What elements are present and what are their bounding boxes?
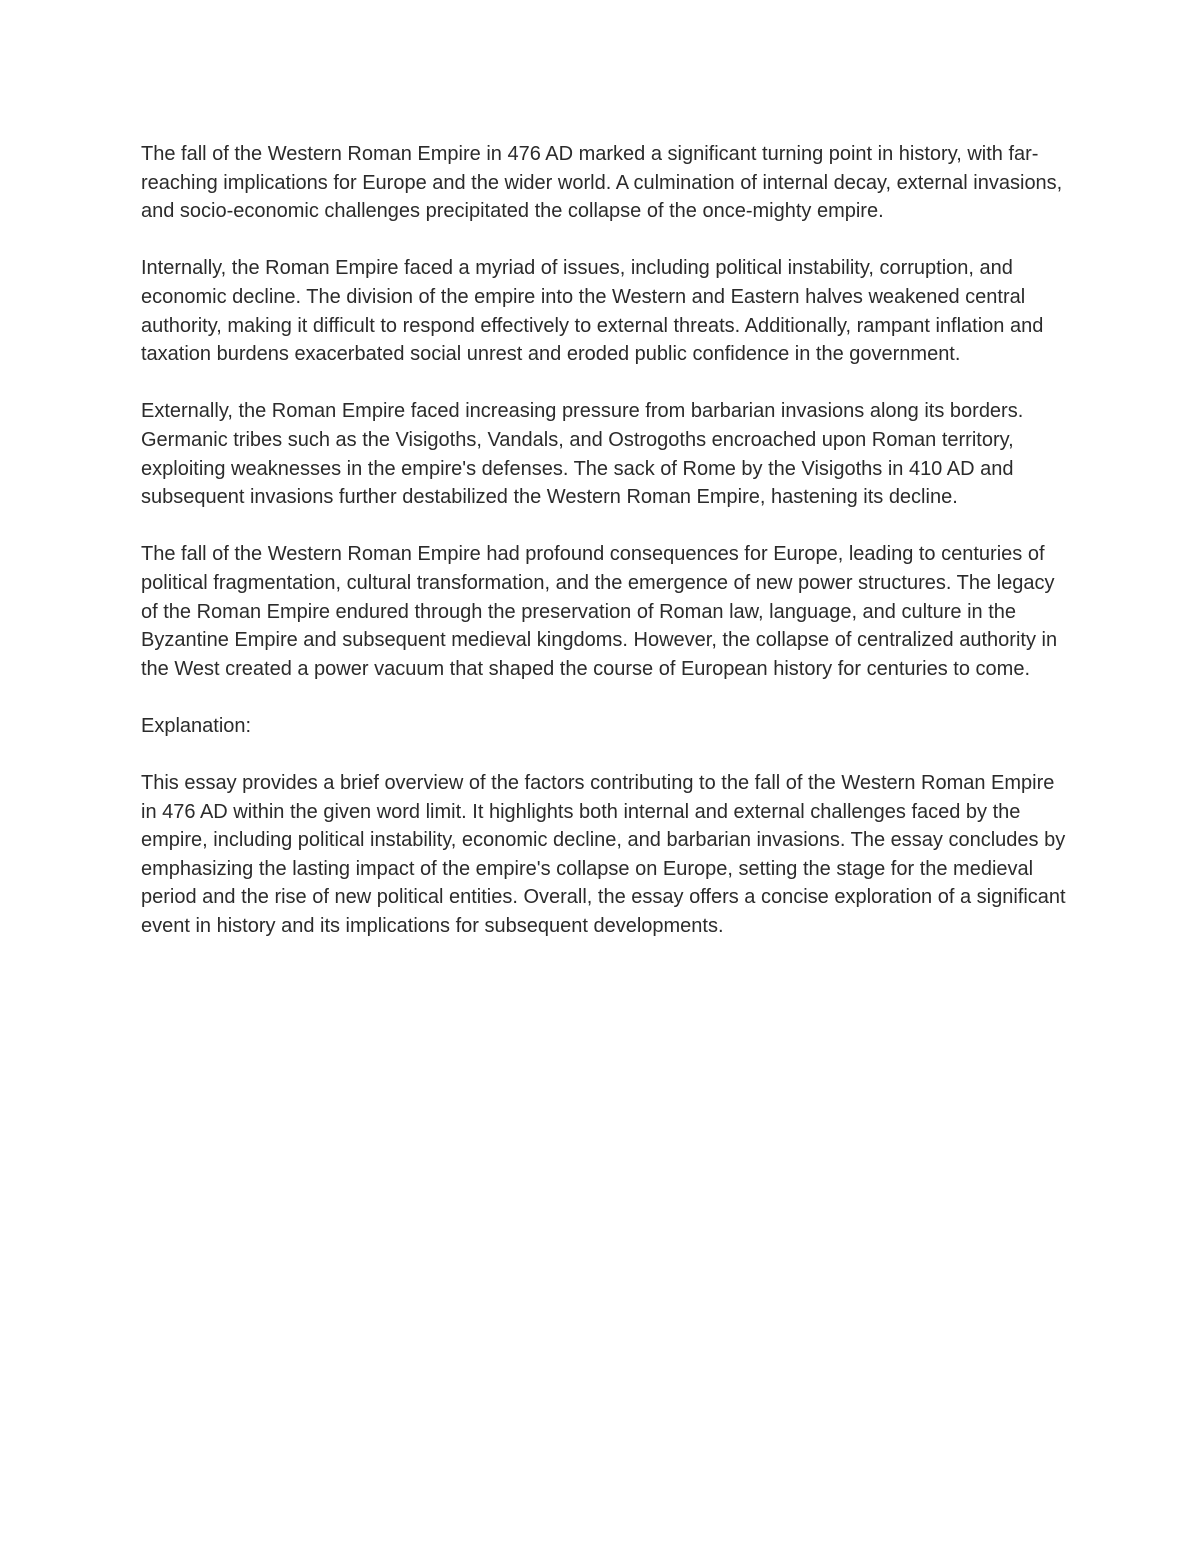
paragraph-consequences: The fall of the Western Roman Empire had profound consequences for Europe, leading to centuries of political fragmentation, cultural transformation, and the emergence of new power structures. The legacy of the Roman Empire endured through the preservation of Roman law, language, and culture in the Byzantine Empire and subsequent medieval kingdoms. However, the collapse of centralized authority in the West created a power vacuum that shaped the course of European history for centuries to come. <box>141 543 1058 680</box>
document-body <box>141 140 1071 969</box>
paragraph-intro: The fall of the Western Roman Empire in 476 AD marked a significant turning point in history, with far-reaching implications for Europe and the wider world. A culmination of internal decay, external invasions, and socio-economic challenges precipitated the collapse of the once-mighty empire. <box>141 143 1063 223</box>
paragraph-explanation: This essay provides a brief overview of the factors contributing to the fall of the Western Roman Empire in 476 AD within the given word limit. It highlights both internal and external challenges faced by the empire, including political instability, economic decline, and barbarian invasions. The essay concludes by emphasizing the lasting impact of the empire's collapse on Europe, setting the stage for the medieval period and the rise of new political entities. Overall, the essay offers a concise exploration of a significant event in history and its implications for subsequent developments. <box>141 772 1066 938</box>
explanation-heading: Explanation: <box>141 714 252 737</box>
paragraph-external-causes: Externally, the Roman Empire faced increasing pressure from barbarian invasions along its borders. Germanic tribes such as the Visigoths, Vandals, and Ostrogoths encroached upon Roman territory, exploiting weaknesses in the empire's defenses. The sack of Rome by the Visigoths in 410 AD and subsequent invasions further destabilized the Western Roman Empire, hastening its decline. <box>141 400 1024 509</box>
paragraph-internal-causes: Internally, the Roman Empire faced a myriad of issues, including political instability, corruption, and economic decline. The division of the empire into the Western and Eastern halves weakened central authority, making it difficult to respond effectively to external threats. Additionally, rampant inflation and taxation burdens exacerbated social unrest and eroded public confidence in the government. <box>141 257 1044 366</box>
